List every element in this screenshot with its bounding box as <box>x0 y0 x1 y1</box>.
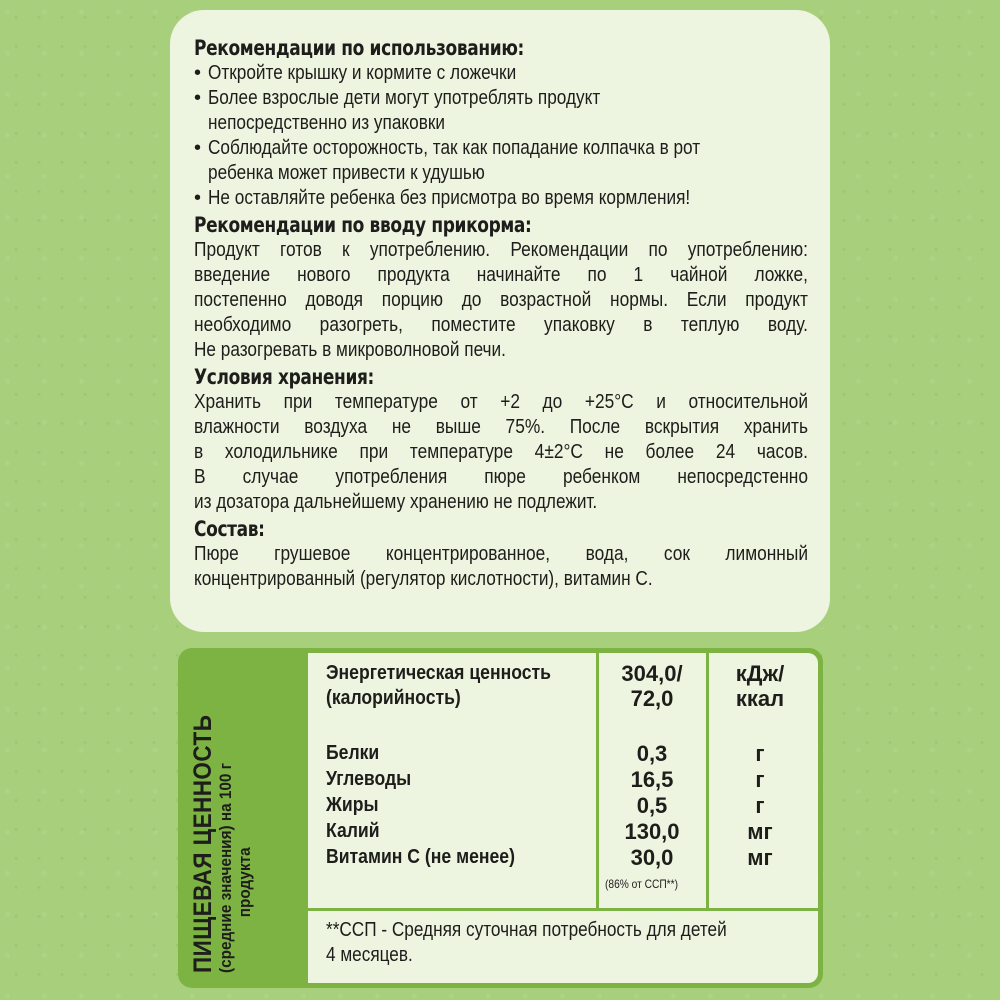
usage-bullet: • Более взрослые дети могут употреблять продукт непосредственно из упаковки <box>194 87 601 134</box>
nutrient-value: 130,0 <box>624 819 680 844</box>
feeding-line: введение нового продукта начинайте по 1 чайной ложке, <box>194 264 808 286</box>
nutrient-value: 16,5 <box>630 767 674 792</box>
nutrient-name: Витамин С (не менее) <box>326 846 515 868</box>
divider <box>596 653 599 911</box>
feeding-line: необходимо разогреть, поместите упаковку в теплую воду. <box>194 314 808 336</box>
usage-bullet: • Откройте крышку и кормите с ложечки <box>194 62 517 84</box>
vitamin-c-note: (86% от ССП**) <box>605 877 679 891</box>
storage-line: В случае употребления пюре ребенком непосредстенно <box>194 466 808 488</box>
divider <box>706 653 709 911</box>
storage-title: Условия хранения: <box>194 365 374 389</box>
nutrient-name: Белки <box>326 742 380 764</box>
nutrition-table <box>308 653 818 983</box>
nutrient-value: 0,5 <box>636 793 668 818</box>
nutrition-subtitle: (средние значения) на 100 г <box>216 762 235 973</box>
nutrient-name: Калий <box>326 820 380 842</box>
nutrition-side-label <box>178 648 308 988</box>
nutrition-title: ПИЩЕВАЯ ЦЕННОСТЬ <box>189 714 217 973</box>
nutrient-unit: мг <box>747 819 773 844</box>
nutrient-unit: г <box>755 767 765 792</box>
footnote: 4 месяцев. <box>326 944 413 966</box>
storage-line: Хранить при температуре от +2 до +25°С и относительной <box>194 391 808 413</box>
usage-bullet: • Соблюдайте осторожность, так как попадание колпачка в рот ребенка может привести к удушью <box>194 137 701 184</box>
storage-line: из дозатора дальнейшему хранению не подлежит. <box>194 491 598 513</box>
feeding-line: постепенно доводя порцию до возрастной нормы. Если продукт <box>194 289 808 311</box>
storage-line: влажности воздуха не выше 75%. После вскрытия хранить <box>194 416 808 438</box>
nutrient-name: Углеводы <box>326 768 412 790</box>
usage-bullet: • Не оставляйте ребенка без присмотра во время кормления! <box>194 187 691 209</box>
feeding-title: Рекомендации по вводу прикорма: <box>194 213 532 237</box>
nutrient-value: 0,3 <box>636 741 668 766</box>
divider <box>308 908 818 911</box>
nutrition-subtitle: продукта <box>235 847 254 918</box>
nutrition-panel <box>178 648 823 988</box>
nutrient-name: Жиры <box>326 794 379 816</box>
nutrient-unit: г <box>755 741 765 766</box>
nutrient-unit: г <box>755 793 765 818</box>
composition-title: Состав: <box>194 517 265 541</box>
energy-name: Энергетическая ценность (калорийность) <box>326 662 551 709</box>
footnote: **ССП - Средняя суточная потребность для детей <box>326 919 727 941</box>
usage-title: Рекомендации по использованию: <box>194 36 524 60</box>
feeding-line: Не разогревать в микроволновой печи. <box>194 339 506 361</box>
feeding-line: Продукт готов к употреблению. Рекомендации по употреблению: <box>194 239 808 261</box>
composition-line: Пюре грушевое концентрированное, вода, сок лимонный <box>194 543 808 565</box>
nutrient-unit: мг <box>747 845 773 870</box>
nutrient-value: 30,0 <box>630 845 674 870</box>
energy-unit: кДж/ ккал <box>735 661 785 711</box>
instructions-panel <box>170 10 830 632</box>
energy-value: 304,0/ 72,0 <box>621 661 683 711</box>
storage-line: в холодильнике при температуре 4±2°С не более 24 часов. <box>194 441 808 463</box>
composition-line: концентрированный (регулятор кислотности), витамин С. <box>194 568 653 590</box>
